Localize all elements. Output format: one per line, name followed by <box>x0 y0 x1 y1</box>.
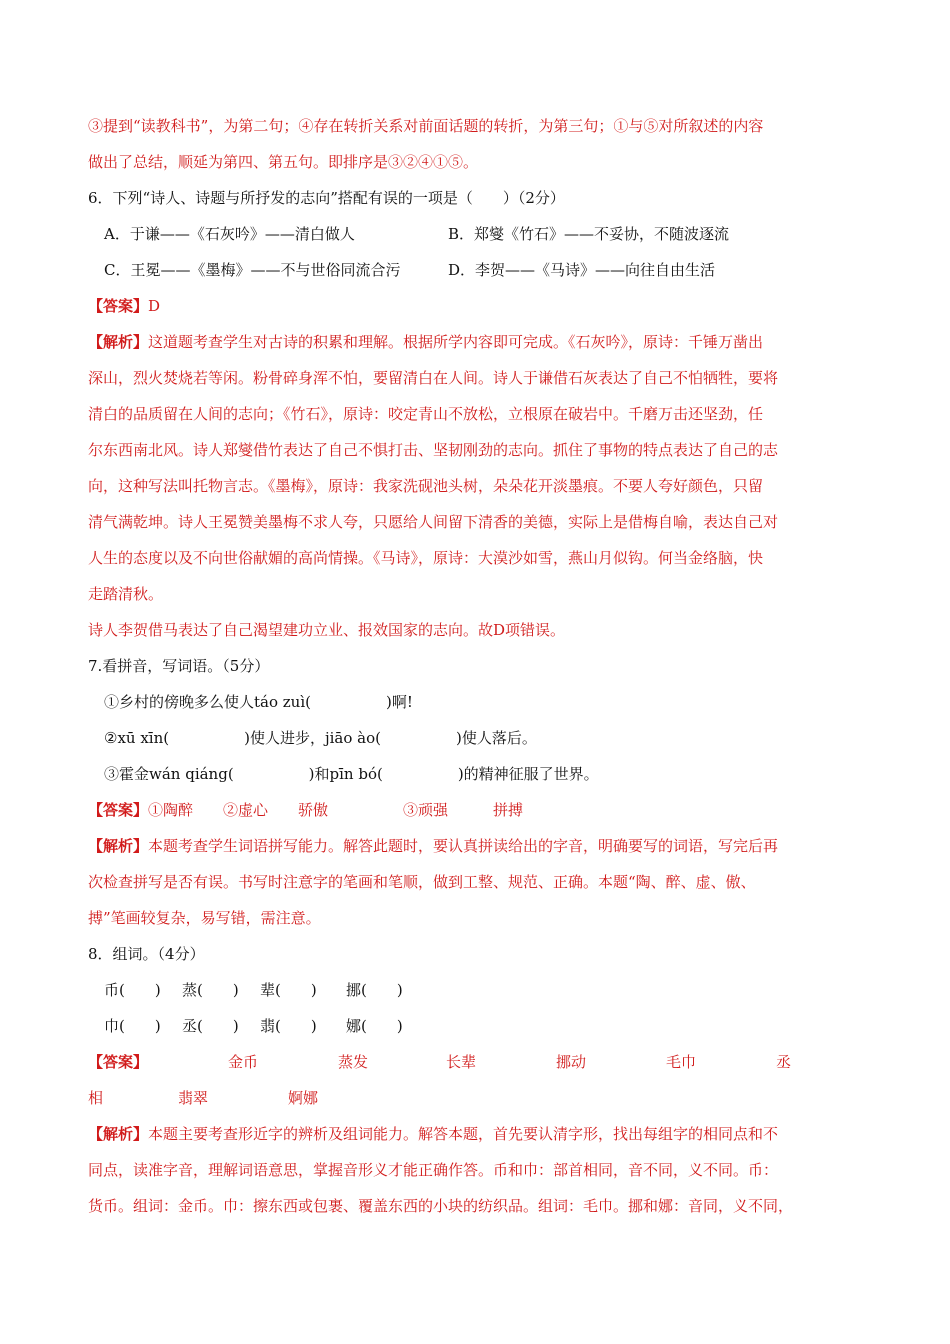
prev-analysis-line-2: 做出了总结，顺延为第四、第五句。即排序是③②④①⑤。 <box>88 153 479 171</box>
q8-answer: 毛巾 <box>666 1053 697 1071</box>
q8-cell: 蒸( ) <box>182 981 239 999</box>
q7-analysis-line-3: 搏”笔画较复杂，易写错，需注意。 <box>88 909 321 927</box>
q6-option-c: C．王冕——《墨梅》——不与世俗同流合污 <box>104 261 401 279</box>
q6-options-cd <box>88 252 864 288</box>
q7-answer-value: ①陶醉 ②虚心 骄傲 ③顽强 拼搏 <box>148 801 524 819</box>
q8-answer: 挪动 <box>556 1053 587 1071</box>
q8-analysis-line-1: 【解析】本题主要考查形近字的辨析及组词能力。解答本题，首先要认清字形，找出每组字的相同点和不 <box>88 1125 779 1143</box>
q8-cell: 辈( ) <box>260 981 317 999</box>
q6-stem: 6．下列“诗人、诗题与所抒发的志向”搭配有误的一项是（ ）（2分） <box>88 189 565 207</box>
q6-options-ab <box>88 216 864 252</box>
q6-analysis-line-3: 清白的品质留在人间的志向；《竹石》，原诗：咬定青山不放松，立根原在破岩中。千磨万击还坚劲，任 <box>88 405 764 423</box>
q7-answer <box>88 792 864 828</box>
q6-analysis-line-9: 诗人李贺借马表达了自己渴望建功立业、报效国家的志向。故D项错误。 <box>88 621 566 639</box>
q6-analysis-line-4: 尔东西南北风。诗人郑燮借竹表达了自己不惧打击、坚韧刚劲的志向。抓住了事物的特点表达了自己的志 <box>88 441 779 459</box>
q8-analysis-line-2: 同点，读准字音，理解词语意思，掌握音形义才能正确作答。币和巾：部首相同，音不同，义不同。币： <box>88 1161 779 1179</box>
q8-cell: 币( ) <box>104 981 161 999</box>
q8-cell: 翡( ) <box>260 1017 317 1035</box>
q6-analysis-line-8: 走踏清秋。 <box>88 585 164 603</box>
q7-item-1: ①乡村的傍晚多么使人táo zuì( )啊! <box>104 693 413 711</box>
answer-tag: 【答案】 <box>88 801 149 819</box>
q7-item-3: ③霍金wán qiáng( )和pīn bó( )的精神征服了世界。 <box>104 765 599 783</box>
q8-answer-row-2 <box>88 1080 864 1116</box>
q8-cell: 娜( ) <box>346 1017 403 1035</box>
q6-option-a: A．于谦——《石灰吟》——清白做人 <box>104 225 355 243</box>
q8-answer: 翡翠 <box>178 1089 209 1107</box>
q7-analysis-line-1: 【解析】本题考查学生词语拼写能力。解答此题时，要认真拼读给出的字音，明确要写的词语，写完后再 <box>88 837 779 855</box>
answer-tag: 【答案】 <box>88 1053 149 1071</box>
q8-answer: 金币 <box>228 1053 259 1071</box>
prev-analysis-line-1: ③提到“读教科书”，为第二句；④存在转折关系对前面话题的转折，为第三句；①与⑤对所叙述的内容 <box>88 117 764 135</box>
q8-answer: 长辈 <box>446 1053 477 1071</box>
q8-answer: 丞 <box>776 1053 792 1071</box>
q6-answer-value: D <box>148 297 161 315</box>
q7-analysis-line-2: 次检查拼写是否有误。书写时注意字的笔画和笔顺，做到工整、规范、正确。本题“陶、醉、虚、傲、 <box>88 873 756 891</box>
q6-option-d: D．李贺——《马诗》——向往自由生活 <box>448 261 716 279</box>
document-page <box>88 108 864 1224</box>
q8-cell: 巾( ) <box>104 1017 161 1035</box>
q8-cell: 挪( ) <box>346 981 403 999</box>
analysis-tag: 【解析】 <box>88 837 149 855</box>
q8-analysis-line-3: 货币。组词：金币。巾：擦东西或包裹、覆盖东西的小块的纺织品。组词：毛巾。挪和娜：音同，义不同， <box>88 1197 794 1215</box>
q7-item-2: ②xū xīn( )使人进步，jiāo ào( )使人落后。 <box>104 729 537 747</box>
q6-analysis-line-7: 人生的态度以及不向世俗献媚的高尚情操。《马诗》，原诗：大漠沙如雪，燕山月似钩。何当金络脑，快 <box>88 549 764 567</box>
q8-answer: 相 <box>88 1089 104 1107</box>
analysis-tag: 【解析】 <box>88 333 149 351</box>
q8-stem: 8．组词。（4分） <box>88 945 205 963</box>
q8-cell: 丞( ) <box>182 1017 239 1035</box>
q8-row-2 <box>88 1008 864 1044</box>
q6-analysis-line-2: 深山，烈火焚烧若等闲。粉骨碎身浑不怕，要留清白在人间。诗人于谦借石灰表达了自己不怕牺牲，要将 <box>88 369 779 387</box>
q8-answer: 婀娜 <box>288 1089 319 1107</box>
q6-analysis-line-1: 【解析】这道题考查学生对古诗的积累和理解。根据所学内容即可完成。《石灰吟》，原诗：千锤万凿出 <box>88 333 764 351</box>
q8-row-1 <box>88 972 864 1008</box>
q6-option-b: B．郑燮《竹石》——不妥协，不随波逐流 <box>448 225 730 243</box>
answer-tag: 【答案】 <box>88 297 149 315</box>
q6-analysis-line-6: 清气满乾坤。诗人王冕赞美墨梅不求人夸，只愿给人间留下清香的美德，实际上是借梅自喻，表达自己对 <box>88 513 779 531</box>
q7-stem: 7.看拼音，写词语。（5分） <box>88 657 270 675</box>
q8-answer: 蒸发 <box>338 1053 369 1071</box>
q8-answer-row-1 <box>88 1044 864 1080</box>
analysis-tag: 【解析】 <box>88 1125 149 1143</box>
q6-answer <box>88 288 864 324</box>
q6-analysis-line-5: 向，这种写法叫托物言志。《墨梅》，原诗：我家洗砚池头树，朵朵花开淡墨痕。不要人夸好颜色，只留 <box>88 477 764 495</box>
